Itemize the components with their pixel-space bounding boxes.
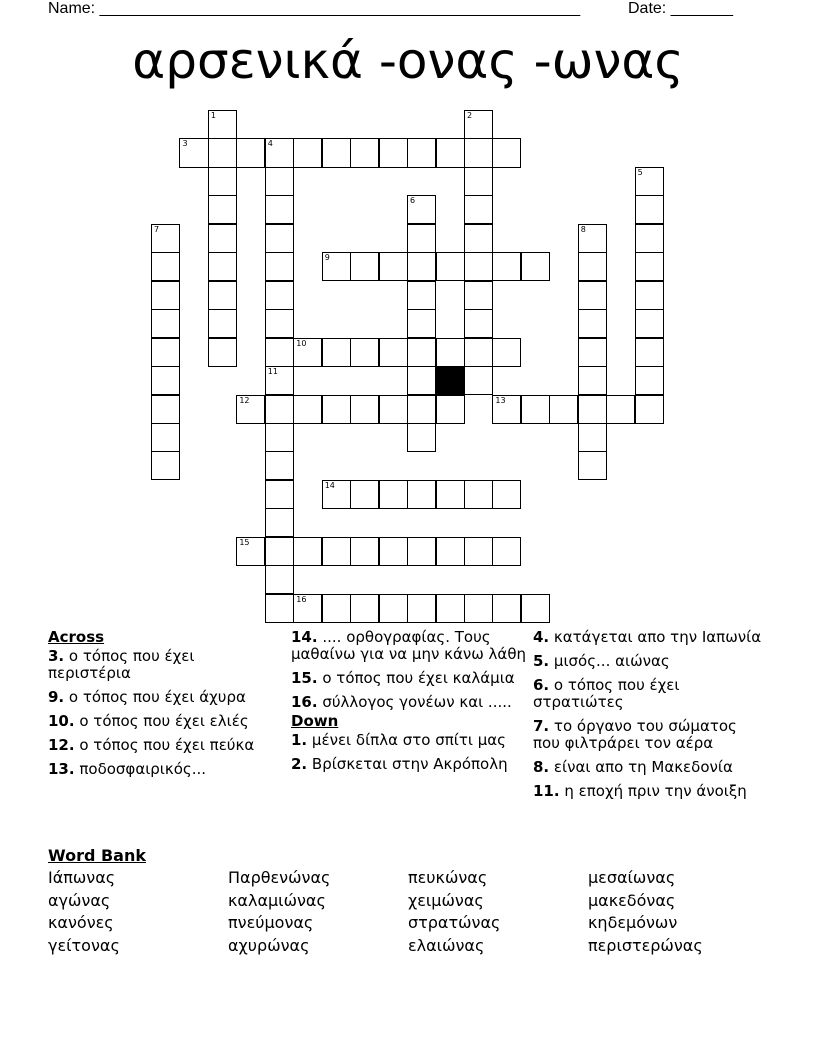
crossword-cell[interactable] <box>635 366 664 395</box>
clue-across-15: 15. ο τόπος που έχει καλάμια <box>291 669 515 687</box>
crossword-cell[interactable] <box>350 594 379 623</box>
clue-across-12: 12. ο τόπος που έχει πεύκα <box>48 736 255 754</box>
crossword-cell[interactable] <box>549 395 578 424</box>
crossword-cell[interactable] <box>521 395 550 424</box>
clue-across-9: 9. ο τόπος που έχει άχυρα <box>48 688 246 706</box>
crossword-cell[interactable] <box>322 594 351 623</box>
word-bank-item: πευκώνας <box>408 868 488 887</box>
crossword-cell[interactable] <box>151 423 180 452</box>
crossword-cell[interactable] <box>521 252 550 281</box>
crossword-cell[interactable] <box>436 480 465 509</box>
crossword-cell[interactable] <box>350 252 379 281</box>
crossword-cell[interactable] <box>578 451 607 480</box>
crossword-cell[interactable] <box>265 366 294 395</box>
clue-number: 9 <box>324 253 330 263</box>
clues-column-2 <box>291 629 526 780</box>
crossword-cell[interactable] <box>293 338 322 367</box>
clue-number: 6 <box>410 196 416 206</box>
crossword-cell[interactable] <box>350 480 379 509</box>
clue-number: 1 <box>210 111 216 120</box>
clue-number: 12 <box>239 395 250 405</box>
crossword-cell[interactable] <box>635 338 664 367</box>
crossword-cell[interactable] <box>379 252 408 281</box>
crossword-cell[interactable] <box>578 366 607 395</box>
crossword-cell[interactable] <box>322 395 351 424</box>
crossword-cell[interactable] <box>208 338 237 367</box>
word-bank-item: κηδεμόνων <box>588 913 678 932</box>
crossword-cell[interactable] <box>436 395 465 424</box>
clues-column-3 <box>533 629 768 807</box>
clue-down-6: 6. ο τόπος που έχει στρατιώτες <box>533 676 680 711</box>
crossword-cell[interactable] <box>208 224 237 253</box>
crossword-cell[interactable] <box>464 110 493 139</box>
crossword-cell[interactable] <box>578 395 607 424</box>
word-bank-item: αχυρώνας <box>228 935 310 955</box>
clue-number: 5 <box>637 167 643 177</box>
down-heading: Down <box>291 712 339 730</box>
crossword-cell[interactable] <box>322 138 351 167</box>
clues-column-1 <box>48 629 263 785</box>
crossword-cell[interactable] <box>293 537 322 566</box>
crossword-cell[interactable] <box>236 138 265 167</box>
clue-number: 7 <box>154 224 160 234</box>
clue-across-16: 16. σύλλογος γονέων και ..... <box>291 693 512 711</box>
crossword-cell[interactable] <box>179 138 208 167</box>
crossword-cell[interactable] <box>265 309 294 338</box>
crossword-cell[interactable] <box>151 451 180 480</box>
crossword-cell[interactable] <box>265 395 294 424</box>
word-bank-item: στρατώνας <box>408 913 501 932</box>
crossword-cell[interactable] <box>379 537 408 566</box>
crossword-cell[interactable] <box>265 281 294 310</box>
word-bank-item: αγώνας <box>48 890 111 910</box>
clue-number: 11 <box>267 367 278 377</box>
crossword-cell[interactable] <box>464 537 493 566</box>
crossword-cell[interactable] <box>322 252 351 281</box>
crossword-cell[interactable] <box>492 252 521 281</box>
crossword-cell[interactable] <box>464 138 493 167</box>
crossword-cell[interactable] <box>464 224 493 253</box>
clue-down-11: 11. η εποχή πριν την άνοιξη <box>533 782 747 800</box>
crossword-cell[interactable] <box>578 423 607 452</box>
crossword-cell[interactable] <box>322 480 351 509</box>
crossword-cell[interactable] <box>265 565 294 594</box>
crossword-cell[interactable] <box>265 594 294 623</box>
crossword-cell[interactable] <box>322 338 351 367</box>
crossword-cell[interactable] <box>521 594 550 623</box>
crossword-cell[interactable] <box>492 338 521 367</box>
crossword-cell[interactable] <box>265 451 294 480</box>
date-field-label: Date: _______ <box>628 0 733 17</box>
word-bank-item: μακεδόνας <box>588 890 676 910</box>
clue-number: 13 <box>495 395 506 405</box>
crossword-cell[interactable] <box>436 338 465 367</box>
clue-down-5: 5. μισός... αιώνας <box>533 652 670 670</box>
crossword-cell[interactable] <box>464 195 493 224</box>
clue-across-3: 3. ο τόπος που έχει περιστέρια <box>48 647 195 682</box>
crossword-cell[interactable] <box>606 395 635 424</box>
crossword-cell[interactable] <box>436 252 465 281</box>
crossword-cell[interactable] <box>407 252 436 281</box>
crossword-cell[interactable] <box>151 366 180 395</box>
crossword-cell[interactable] <box>350 138 379 167</box>
crossword-cell[interactable] <box>407 366 436 395</box>
word-bank-item: κανόνες <box>48 913 114 932</box>
crossword-block-cell <box>436 366 465 395</box>
crossword-cell[interactable] <box>265 138 294 167</box>
clue-number: 14 <box>324 480 335 490</box>
crossword-cell[interactable] <box>208 110 237 139</box>
crossword-cell[interactable] <box>293 138 322 167</box>
crossword-cell[interactable] <box>407 224 436 253</box>
crossword-cell[interactable] <box>265 167 294 196</box>
crossword-cell[interactable] <box>265 195 294 224</box>
crossword-cell[interactable] <box>464 338 493 367</box>
crossword-cell[interactable] <box>379 338 408 367</box>
crossword-cell[interactable] <box>407 281 436 310</box>
crossword-cell[interactable] <box>208 281 237 310</box>
crossword-cell[interactable] <box>407 338 436 367</box>
clue-number: 15 <box>239 537 250 547</box>
clue-number: 2 <box>466 111 473 120</box>
crossword-cell[interactable] <box>492 395 521 424</box>
crossword-cell[interactable] <box>322 537 351 566</box>
crossword-cell[interactable] <box>578 224 607 253</box>
crossword-cell[interactable] <box>350 395 379 424</box>
clue-number: 4 <box>267 139 273 149</box>
crossword-cell[interactable] <box>407 195 436 224</box>
word-bank-item: μεσαίωνας <box>588 868 676 887</box>
crossword-cell[interactable] <box>635 252 664 281</box>
crossword-cell[interactable] <box>208 138 237 167</box>
name-field-label: Name: ______________________________________________________ <box>48 0 581 17</box>
crossword-cell[interactable] <box>151 281 180 310</box>
crossword-cell[interactable] <box>265 480 294 509</box>
crossword-cell[interactable] <box>407 395 436 424</box>
crossword-cell[interactable] <box>578 338 607 367</box>
clue-down-7: 7. το όργανο του σώματος που φιλτράρει τον αέρα <box>533 717 737 752</box>
crossword-cell[interactable] <box>208 167 237 196</box>
crossword-cell[interactable] <box>407 480 436 509</box>
word-bank-item: χειμώνας <box>408 890 484 910</box>
word-bank-item: Ιάπωνας <box>48 868 116 887</box>
word-bank-item: καλαμιώνας <box>228 890 326 910</box>
crossword-cell[interactable] <box>464 480 493 509</box>
crossword-cell[interactable] <box>464 252 493 281</box>
across-heading: Across <box>48 628 105 646</box>
page-title: αρσενικά -ονας -ωνας <box>132 32 684 90</box>
crossword-cell[interactable] <box>293 594 322 623</box>
clue-number: 3 <box>182 139 188 149</box>
crossword-cell[interactable] <box>265 423 294 452</box>
crossword-cell[interactable] <box>151 224 180 253</box>
crossword-cell[interactable] <box>293 395 322 424</box>
crossword-cell[interactable] <box>208 309 237 338</box>
crossword-cell[interactable] <box>464 366 493 395</box>
crossword-cell[interactable] <box>265 537 294 566</box>
crossword-cell[interactable] <box>407 138 436 167</box>
clue-across-14: 14. .... ορθογραφίας. Τους μαθαίνω για να μην κάνω λάθη <box>291 628 527 663</box>
crossword-cell[interactable] <box>464 594 493 623</box>
crossword-cell[interactable] <box>151 338 180 367</box>
crossword-cell[interactable] <box>208 252 237 281</box>
crossword-cell[interactable] <box>492 594 521 623</box>
crossword-cell[interactable] <box>265 224 294 253</box>
crossword-cell[interactable] <box>436 138 465 167</box>
crossword-cell[interactable] <box>407 594 436 623</box>
crossword-cell[interactable] <box>265 508 294 537</box>
crossword-cell[interactable] <box>578 309 607 338</box>
crossword-cell[interactable] <box>350 537 379 566</box>
crossword-cell[interactable] <box>379 395 408 424</box>
crossword-cell[interactable] <box>635 167 664 196</box>
clue-number: 10 <box>296 338 307 348</box>
word-bank-item: πνεύμονας <box>228 913 314 932</box>
crossword-cell[interactable] <box>436 537 465 566</box>
crossword-cell[interactable] <box>464 309 493 338</box>
crossword-cell[interactable] <box>436 594 465 623</box>
crossword-cell[interactable] <box>265 338 294 367</box>
word-bank-heading: Word Bank <box>48 846 147 865</box>
crossword-cell[interactable] <box>407 309 436 338</box>
crossword-cell[interactable] <box>578 281 607 310</box>
crossword-cell[interactable] <box>379 594 408 623</box>
crossword-cell[interactable] <box>151 252 180 281</box>
clue-number: 16 <box>296 594 307 604</box>
crossword-cell[interactable] <box>407 537 436 566</box>
crossword-cell[interactable] <box>236 537 265 566</box>
word-bank-item: περιστερώνας <box>588 935 703 955</box>
clue-down-2: 2. Βρίσκεται στην Ακρόπολη <box>291 755 508 773</box>
crossword-cell[interactable] <box>151 309 180 338</box>
crossword-cell[interactable] <box>492 537 521 566</box>
crossword-cell[interactable] <box>492 138 521 167</box>
crossword-cell[interactable] <box>350 338 379 367</box>
clue-across-13: 13. ποδοσφαιρικός... <box>48 760 207 778</box>
crossword-cell[interactable] <box>379 480 408 509</box>
word-bank-item: Παρθενώνας <box>228 868 331 887</box>
clue-down-4: 4. κατάγεται απο την Ιαπωνία <box>533 628 762 646</box>
crossword-cell[interactable] <box>464 281 493 310</box>
crossword-cell[interactable] <box>236 395 265 424</box>
crossword-cell[interactable] <box>265 252 294 281</box>
word-bank-item: ελαιώνας <box>408 935 485 955</box>
crossword-cell[interactable] <box>151 395 180 424</box>
word-bank-item: γείτονας <box>48 935 120 955</box>
crossword-cell[interactable] <box>578 252 607 281</box>
crossword-cell[interactable] <box>635 195 664 224</box>
clue-across-10: 10. ο τόπος που έχει ελιές <box>48 712 249 730</box>
clue-down-1: 1. μένει δίπλα στο σπίτι μας <box>291 731 506 749</box>
crossword-cell[interactable] <box>464 167 493 196</box>
crossword-cell[interactable] <box>635 281 664 310</box>
crossword-cell[interactable] <box>492 480 521 509</box>
clue-down-8: 8. είναι απο τη Μακεδονία <box>533 758 733 776</box>
crossword-cell[interactable] <box>635 309 664 338</box>
crossword-cell[interactable] <box>407 423 436 452</box>
crossword-cell[interactable] <box>379 138 408 167</box>
clue-number: 8 <box>580 224 586 234</box>
crossword-cell[interactable] <box>208 195 237 224</box>
crossword-cell[interactable] <box>635 395 664 424</box>
crossword-cell[interactable] <box>635 224 664 253</box>
